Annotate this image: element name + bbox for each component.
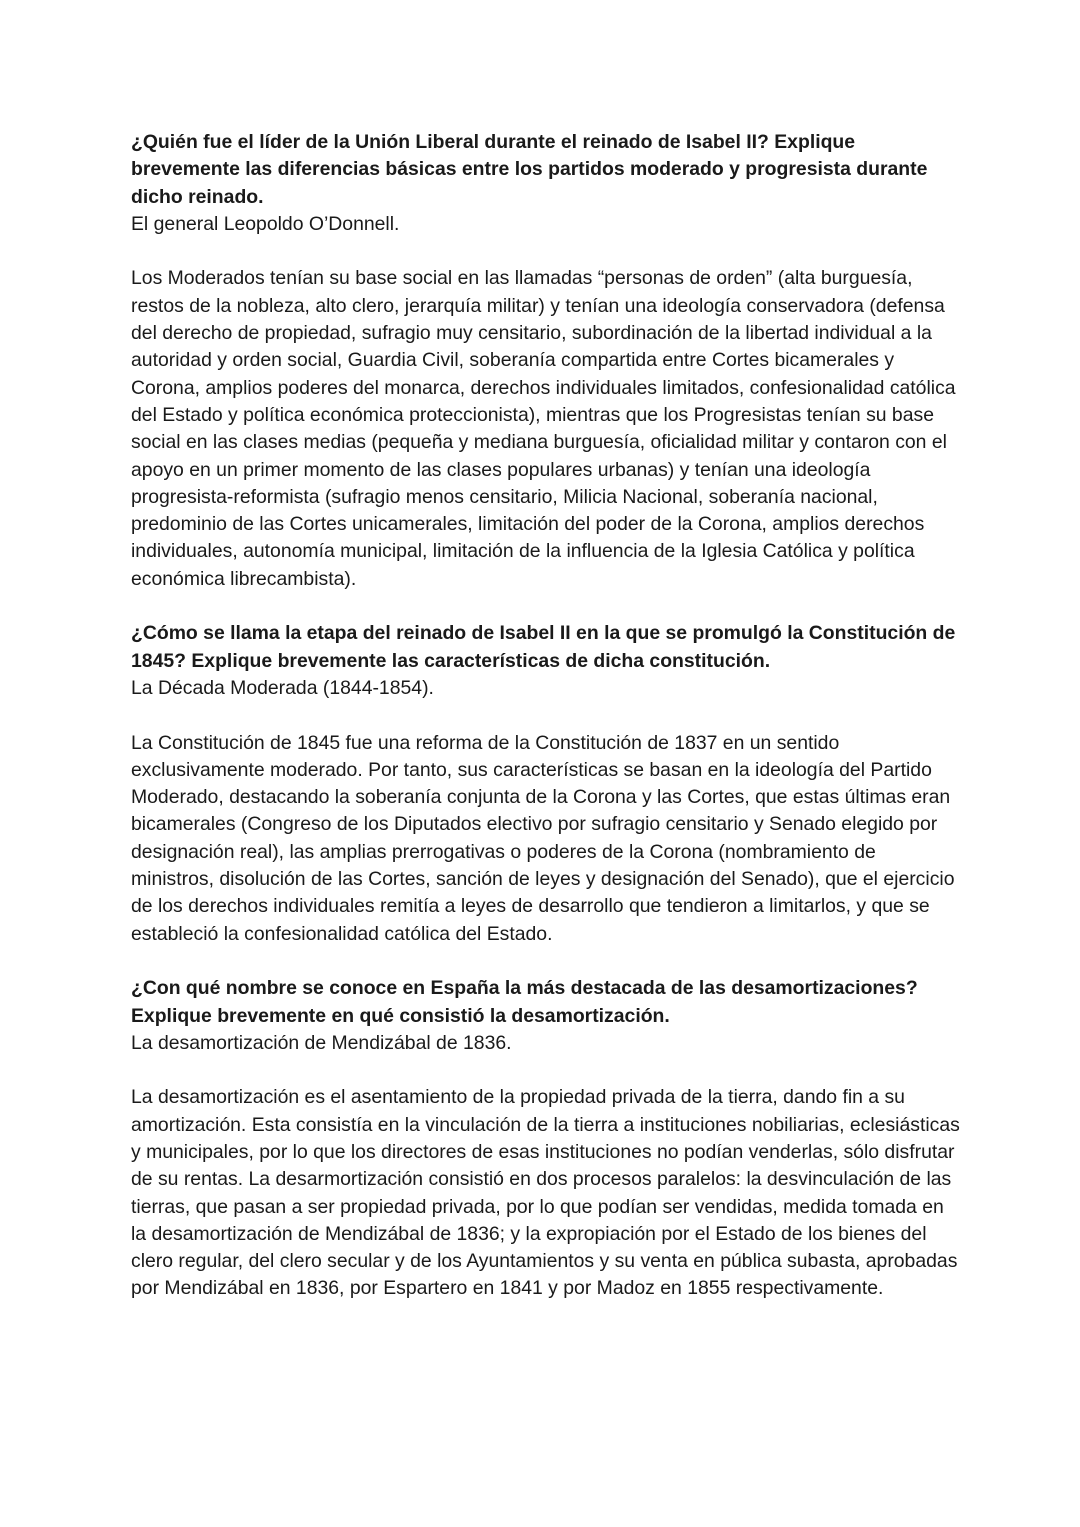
- answer-paragraph: La Constitución de 1845 fue una reforma de la Constitución de 1837 en un sentido exclusivamente moderado. Por tanto, sus características se basan en la ideología del Partido Moderado, destacando la soberanía conjunta de la Corona y las Cortes, que estas últimas eran bicamerales (Congreso de los Diputados electivo por sufragio censitario y Senado elegido por designación real), las amplias prerrogativas o poderes de la Corona (nombramiento de ministros, disolución de las Cortes, sanción de leyes y designación del Senado), que el ejercicio de los derechos individuales remitía a leyes de desarrollo que tendieron a limitarlos, y que se estableció la confesionalidad católica del Estado.: [131, 731, 955, 945]
- section-constitucion-1845: [131, 620, 961, 948]
- question-heading: ¿Con qué nombre se conoce en España la más destacada de las desamortizaciones? Explique brevemente en qué consistió la desamortización.: [131, 977, 918, 1027]
- question-heading: ¿Quién fue el líder de la Unión Liberal durante el reinado de Isabel II? Explique brevemente las diferencias básicas entre los partidos moderado y progresista durante dicho reinado.: [131, 131, 928, 208]
- section-union-liberal: [131, 129, 961, 593]
- answer-paragraph: La desamortización es el asentamiento de la propiedad privada de la tierra, dando fin a su amortización. Esta consistía en la vinculación de la tierra a instituciones nobiliarias, eclesiásticas y municipales, por lo que los directores de esas instituciones no podían venderlas, sólo disfrutar de su rentas. La desarmortización consistió en dos procesos paralelos: la desvinculación de las tierras, que pasan a ser propiedad privada, por lo que podían ser vendidas, medida tomada en la desamortización de Mendizábal de 1836; y la expropiación por el Estado de los bienes del clero regular, del clero secular y de los Ayuntamientos y su venta en pública subasta, aprobadas por Mendizábal en 1836, por Espartero en 1841 y por Madoz en 1855 respectivamente.: [131, 1086, 960, 1300]
- short-answer: La desamortización de Mendizábal de 1836.: [131, 1031, 512, 1054]
- question-heading: ¿Cómo se llama la etapa del reinado de Isabel II en la que se promulgó la Constitución de 1845? Explique brevemente las características de dicha constitución.: [131, 622, 956, 672]
- section-desamortizacion: [131, 975, 961, 1303]
- document-page: [131, 129, 961, 1330]
- short-answer: La Década Moderada (1844-1854).: [131, 676, 434, 699]
- answer-paragraph: Los Moderados tenían su base social en las llamadas “personas de orden” (alta burguesía, restos de la nobleza, alto clero, jerarquía militar) y tenían una ideología conservadora (defensa del derecho de propiedad, sufragio muy censitario, subordinación de la libertad individual a la autoridad y orden social, Guardia Civil, soberanía compartida entre Cortes bicamerales y Corona, amplios poderes del monarca, derechos individuales limitados, confesionalidad católica del Estado y política económica proteccionista), mientras que los Progresistas tenían su base social en las clases medias (pequeña y mediana burguesía, oficialidad militar y contaron con el apoyo en un primer momento de las clases populares urbanas) y tenían una ideología progresista-reformista (sufragio menos censitario, Milicia Nacional, soberanía nacional, predominio de las Cortes unicamerales, limitación del poder de la Corona, amplios derechos individuales, autonomía municipal, limitación de la influencia de la Iglesia Católica y política económica librecambista).: [131, 267, 956, 590]
- short-answer: El general Leopoldo O’Donnell.: [131, 212, 400, 235]
